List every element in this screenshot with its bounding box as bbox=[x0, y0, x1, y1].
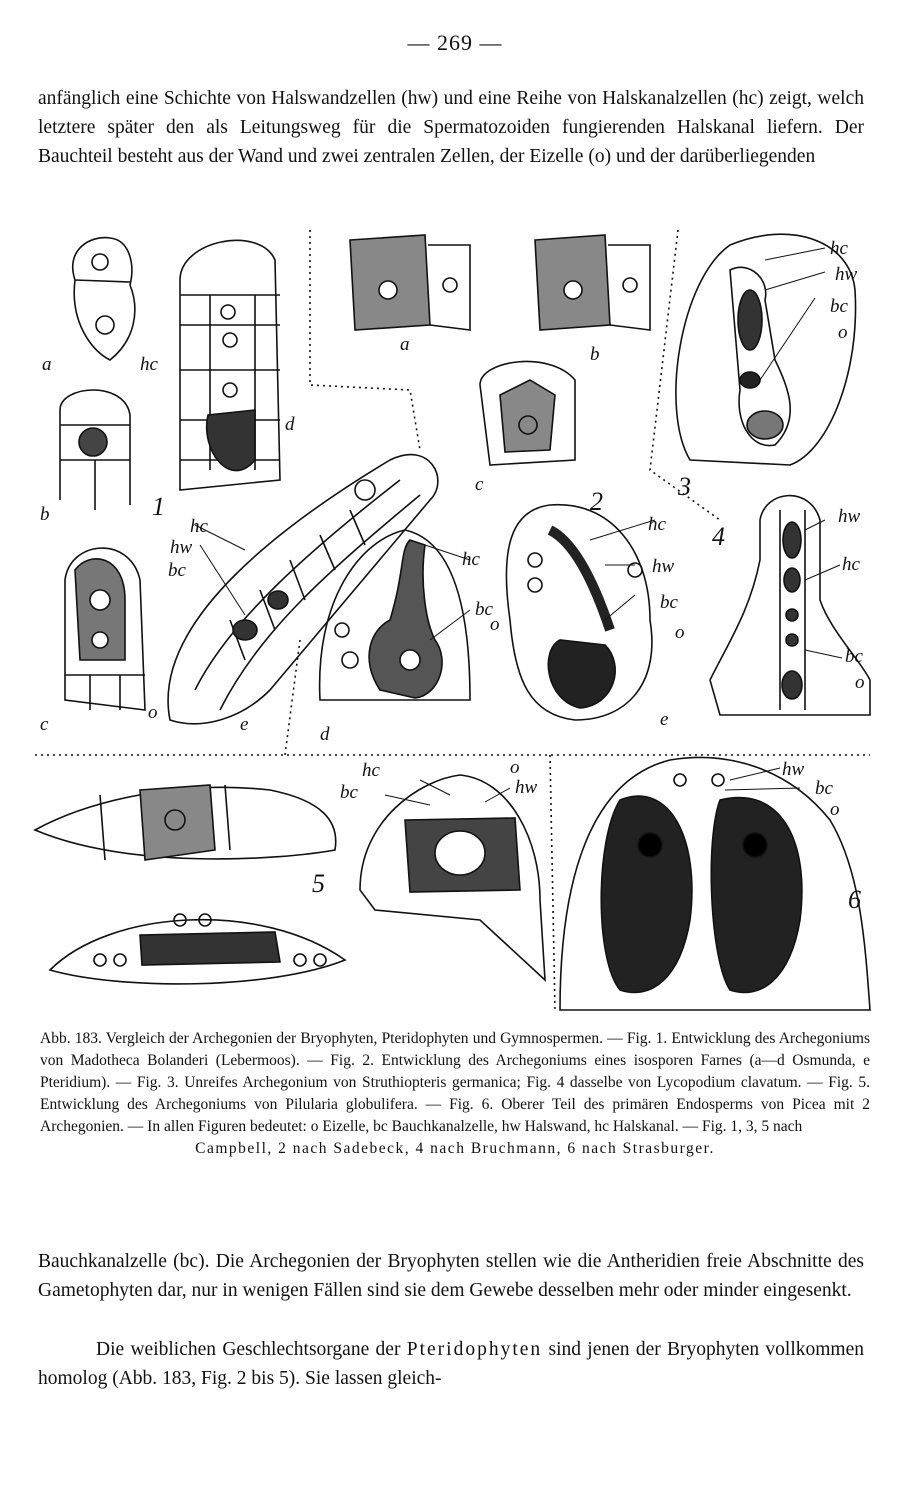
fig6-hw-label: hw bbox=[782, 759, 805, 780]
fig5-number: 5 bbox=[312, 869, 325, 898]
fig2e-o-label: o bbox=[675, 622, 685, 643]
fig2e-hw-label: hw bbox=[652, 556, 675, 577]
fig2e-hc-label: hc bbox=[648, 514, 666, 535]
fig3-hc-label: hc bbox=[830, 238, 848, 259]
fig2-number: 2 bbox=[590, 487, 603, 516]
fig5-hw-label: hw bbox=[515, 777, 538, 798]
fig1a-cells bbox=[73, 238, 135, 360]
fig2b-cells bbox=[535, 235, 650, 330]
fig1d-cells bbox=[180, 240, 280, 490]
fig2d-bc-label: bc bbox=[475, 599, 493, 620]
fig5-bc-label: bc bbox=[340, 782, 358, 803]
fig6-o-label: o bbox=[830, 799, 840, 820]
fig2e-label: e bbox=[660, 709, 669, 730]
page-number: — 269 — bbox=[407, 30, 503, 55]
fig2b-label: b bbox=[590, 344, 600, 365]
fig1e-hw-label: hw bbox=[170, 537, 193, 558]
fig3-number: 3 bbox=[678, 472, 691, 501]
fig5-hc-label: hc bbox=[362, 760, 380, 781]
fig4-bc-label: bc bbox=[845, 646, 863, 667]
fig6-number: 6 bbox=[848, 885, 861, 914]
fig4-number: 4 bbox=[712, 522, 725, 551]
bottom-paragraph-2 bbox=[38, 1335, 864, 1393]
fig2d-o-label: o bbox=[490, 614, 500, 635]
fig1e-o-label: o bbox=[148, 702, 158, 723]
fig4-o-label: o bbox=[855, 672, 865, 693]
bottom-paragraph: Bauchkanalzelle (bc). Die Archegonien der Bryophyten stellen wie die Antheridien freie Abschnitte des Gametophyten dar, nur in wenigen Fällen sind sie dem Gewebe desselben mehr oder minder eingesenkt. bbox=[38, 1251, 864, 1301]
top-paragraph: anfänglich eine Schichte von Halswandzellen (hw) und eine Reihe von Halskanalzellen (hc) zeigt, welch letztere später den als Leitungsweg für die Spermatozoiden fungierenden Halskanal liefern. Der Bauchteil besteht aus der Wand und zwei zentralen Zellen, der Eizelle (o) und der darüberliegenden bbox=[38, 88, 864, 167]
fig1b-label: b bbox=[40, 504, 50, 525]
fig3-hw-label: hw bbox=[835, 264, 858, 285]
fig4-hw-label: hw bbox=[838, 506, 861, 527]
fig2a-cells bbox=[350, 235, 470, 330]
caption-credits: Campbell, 2 nach Sadebeck, 4 nach Bruchmann, 6 nach Strasburger. bbox=[195, 1140, 715, 1157]
fig2c-cells bbox=[480, 361, 575, 465]
fig2e-bc-label: bc bbox=[660, 592, 678, 613]
fig1-number: 1 bbox=[152, 492, 165, 521]
figure-caption bbox=[40, 1028, 870, 1160]
fig2e-cells bbox=[506, 505, 652, 720]
fig2d-hc-label: hc bbox=[462, 549, 480, 570]
fig4-cells bbox=[710, 496, 870, 715]
fig6-bc-label: bc bbox=[815, 778, 833, 799]
fig1e-label: e bbox=[240, 714, 249, 735]
fig5c-cells bbox=[360, 775, 545, 980]
fig1c-label: c bbox=[40, 714, 49, 735]
archegonia-figure bbox=[30, 220, 880, 1020]
fig3-cells bbox=[676, 234, 856, 465]
fig3-bc-label: bc bbox=[830, 296, 848, 317]
fig1d-hc-label: hc bbox=[140, 354, 158, 375]
caption-main: Abb. 183. Vergleich der Archegonien der Bryophyten, Pteridophyten und Gymnospermen. — Fig. 1. Entwicklung des Archegoniums von Madotheca Bolanderi (Lebermoos). — Fig. 2. Entwicklung des Archegoniums eines isosporen Farnes (a—d Osmunda, e Pteridium). — Fig. 3. Unreifes Archegonium von Struthiopteris germanica; Fig. 4 dasselbe von Lycopodium clavatum. — Fig. 5. Entwicklung des Archegoniums von Pilularia globulifera. — Fig. 6. Oberer Teil des primären Endosperms von Picea mit 2 Archegonien. — In allen Figuren bedeutet: o Eizelle, bc Bauchkanalzelle, hw Halswand, hc Halskanal. — Fig. 1, 3, 5 nach bbox=[40, 1030, 870, 1135]
fig4-hc-label: hc bbox=[842, 554, 860, 575]
fig1e-bc-label: bc bbox=[168, 560, 186, 581]
fig1a-label: a bbox=[42, 354, 52, 375]
bottom-paragraph-2-before: Die weiblichen Geschlechtsorgane der bbox=[96, 1339, 401, 1360]
fig2a-label: a bbox=[400, 334, 410, 355]
fig3-o-label: o bbox=[838, 322, 848, 343]
fig5-o-label: o bbox=[510, 757, 520, 778]
fig5a-cells bbox=[35, 785, 336, 860]
bottom-paragraph-2-after: sind jenen der Bryophyten vollkommen homolog (Abb. 183, Fig. 2 bis 5). Sie lassen gleich- bbox=[38, 1339, 864, 1389]
fig5b-cells bbox=[50, 914, 345, 984]
fig1d-label: d bbox=[285, 414, 295, 435]
fig1b-cells bbox=[60, 390, 130, 510]
fig1c-cells bbox=[65, 548, 145, 710]
fig1e-hc-label: hc bbox=[190, 516, 208, 537]
pteridophyten-term: Pteridophyten bbox=[406, 1339, 543, 1360]
fig2c-label: c bbox=[475, 474, 484, 495]
fig2d-cells bbox=[320, 530, 470, 700]
fig2d-label: d bbox=[320, 724, 330, 745]
